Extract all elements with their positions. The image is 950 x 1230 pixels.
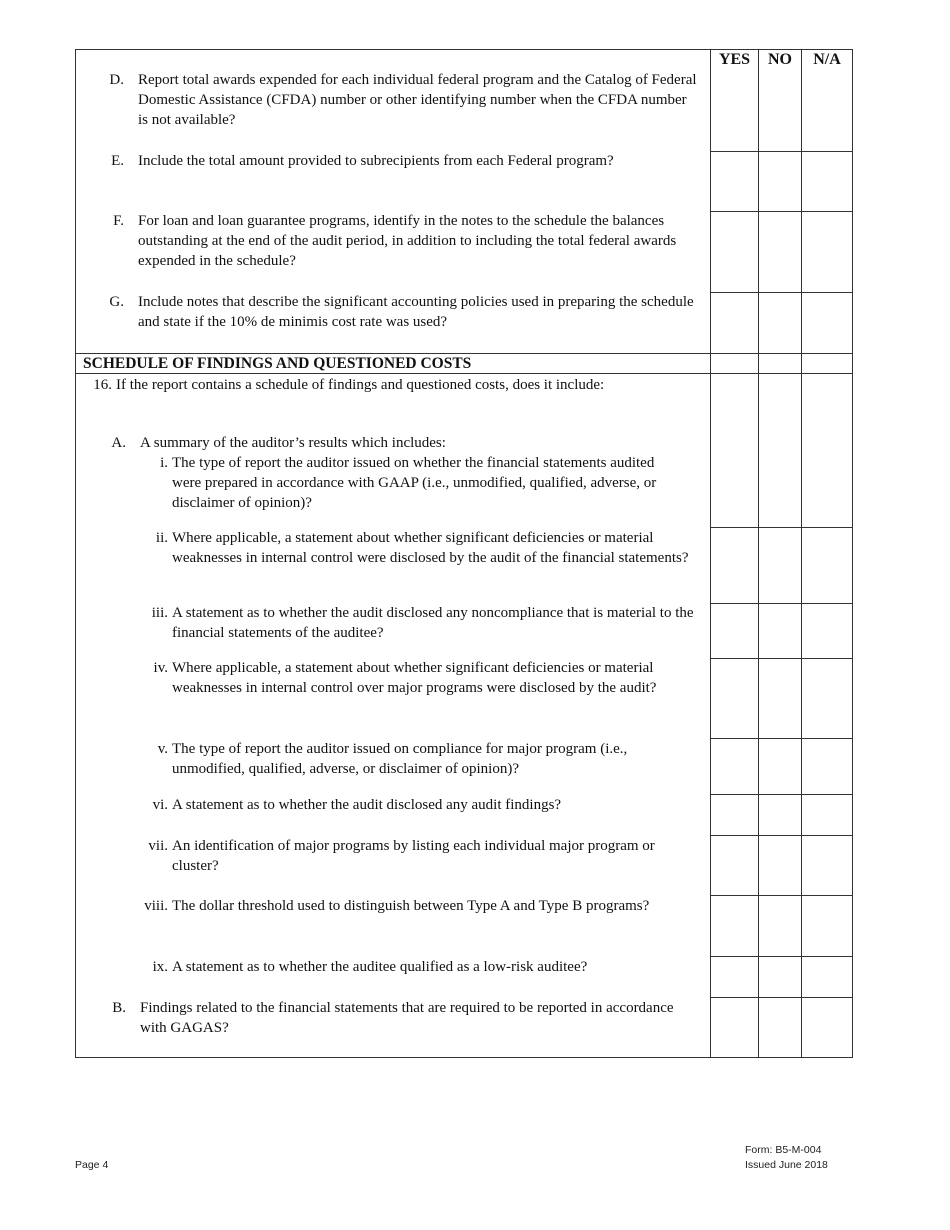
question-text: If the report contains a schedule of findings and questioned costs, does it include:: [116, 377, 605, 393]
subitem-text: Where applicable, a statement about whether significant deficiencies or material weaknesses in internal control were disclosed by the audit of the financial statements?: [172, 530, 689, 566]
question-number: 16.: [93, 377, 112, 393]
column-divider-yes: [710, 49, 711, 1058]
subitem-label: viii.: [144, 898, 168, 914]
item-label: F.: [113, 213, 124, 229]
row-divider: [710, 151, 853, 152]
item-label: G.: [109, 294, 124, 310]
subitem-label: i.: [160, 455, 168, 471]
row-divider: [710, 956, 853, 957]
subitem-label: iii.: [151, 605, 168, 621]
row-divider: [710, 835, 853, 836]
subitem-text: The dollar threshold used to distinguish between Type A and Type B programs?: [172, 898, 650, 914]
row-divider: [710, 794, 853, 795]
column-divider-no: [758, 49, 759, 1058]
issued-date: Issued June 2018: [745, 1159, 828, 1171]
row-divider: [710, 527, 853, 528]
subitem-text: Where applicable, a statement about whether significant deficiencies or material weaknesses in internal control over major programs were disclosed by the audit?: [172, 660, 657, 696]
subitem-label: iv.: [153, 660, 168, 676]
subitem-text: An identification of major programs by listing each individual major program or cluster?: [172, 838, 655, 874]
item-text: Include the total amount provided to subrecipients from each Federal program?: [138, 153, 614, 169]
row-divider: [710, 997, 853, 998]
item-text: For loan and loan guarantee programs, identify in the notes to the schedule the balances outstanding at the end of the audit period, in addition to including the total federal awards expended in the schedule?: [138, 213, 677, 269]
page-number: Page 4: [75, 1159, 109, 1171]
column-header-na: N/A: [813, 51, 841, 68]
subitem-text: The type of report the auditor issued on whether the financial statements audited were prepared in accordance with GAAP (i.e., unmodified, qualified, adverse, or disclaimer of opinion)?: [172, 455, 657, 511]
subitem-text: A statement as to whether the audit disclosed any audit findings?: [172, 797, 562, 813]
subitem-label: vi.: [152, 797, 168, 813]
item-label: B.: [112, 1000, 126, 1016]
form-number: Form: B5-M-004: [745, 1144, 822, 1156]
row-divider: [710, 895, 853, 896]
item-label: D.: [109, 72, 124, 88]
subitem-label: vii.: [148, 838, 168, 854]
subitem-text: The type of report the auditor issued on compliance for major program (i.e., unmodified, qualified, adverse, or disclaimer of opinion)?: [172, 741, 628, 777]
item-text: A summary of the auditor’s results which includes:: [140, 435, 446, 451]
subitem-label: ix.: [152, 959, 168, 975]
item-text: Include notes that describe the significant accounting policies used in preparing the schedule and state if the 10% de minimis cost rate was used?: [138, 294, 694, 330]
column-header-no: NO: [768, 51, 792, 68]
column-header-yes: YES: [718, 51, 751, 68]
item-text: Report total awards expended for each individual federal program and the Catalog of Federal Domestic Assistance (CFDA) number or other identifying number when the CFDA number is not available?: [138, 72, 697, 128]
row-divider: [710, 292, 853, 293]
column-divider-na: [801, 49, 802, 1058]
item-text: Findings related to the financial statements that are required to be reported in accordance with GAGAS?: [140, 1000, 674, 1036]
row-divider: [710, 738, 853, 739]
section-title: SCHEDULE OF FINDINGS AND QUESTIONED COSTS: [83, 355, 472, 372]
subitem-label: v.: [157, 741, 168, 757]
subitem-text: A statement as to whether the audit disclosed any noncompliance that is material to the financial statements of the auditee?: [172, 605, 694, 641]
subitem-label: ii.: [155, 530, 168, 546]
item-label: A.: [111, 435, 126, 451]
subitem-text: A statement as to whether the auditee qualified as a low-risk auditee?: [172, 959, 588, 975]
row-divider: [710, 211, 853, 212]
row-divider: [710, 603, 853, 604]
row-divider: [710, 658, 853, 659]
item-label: E.: [111, 153, 124, 169]
